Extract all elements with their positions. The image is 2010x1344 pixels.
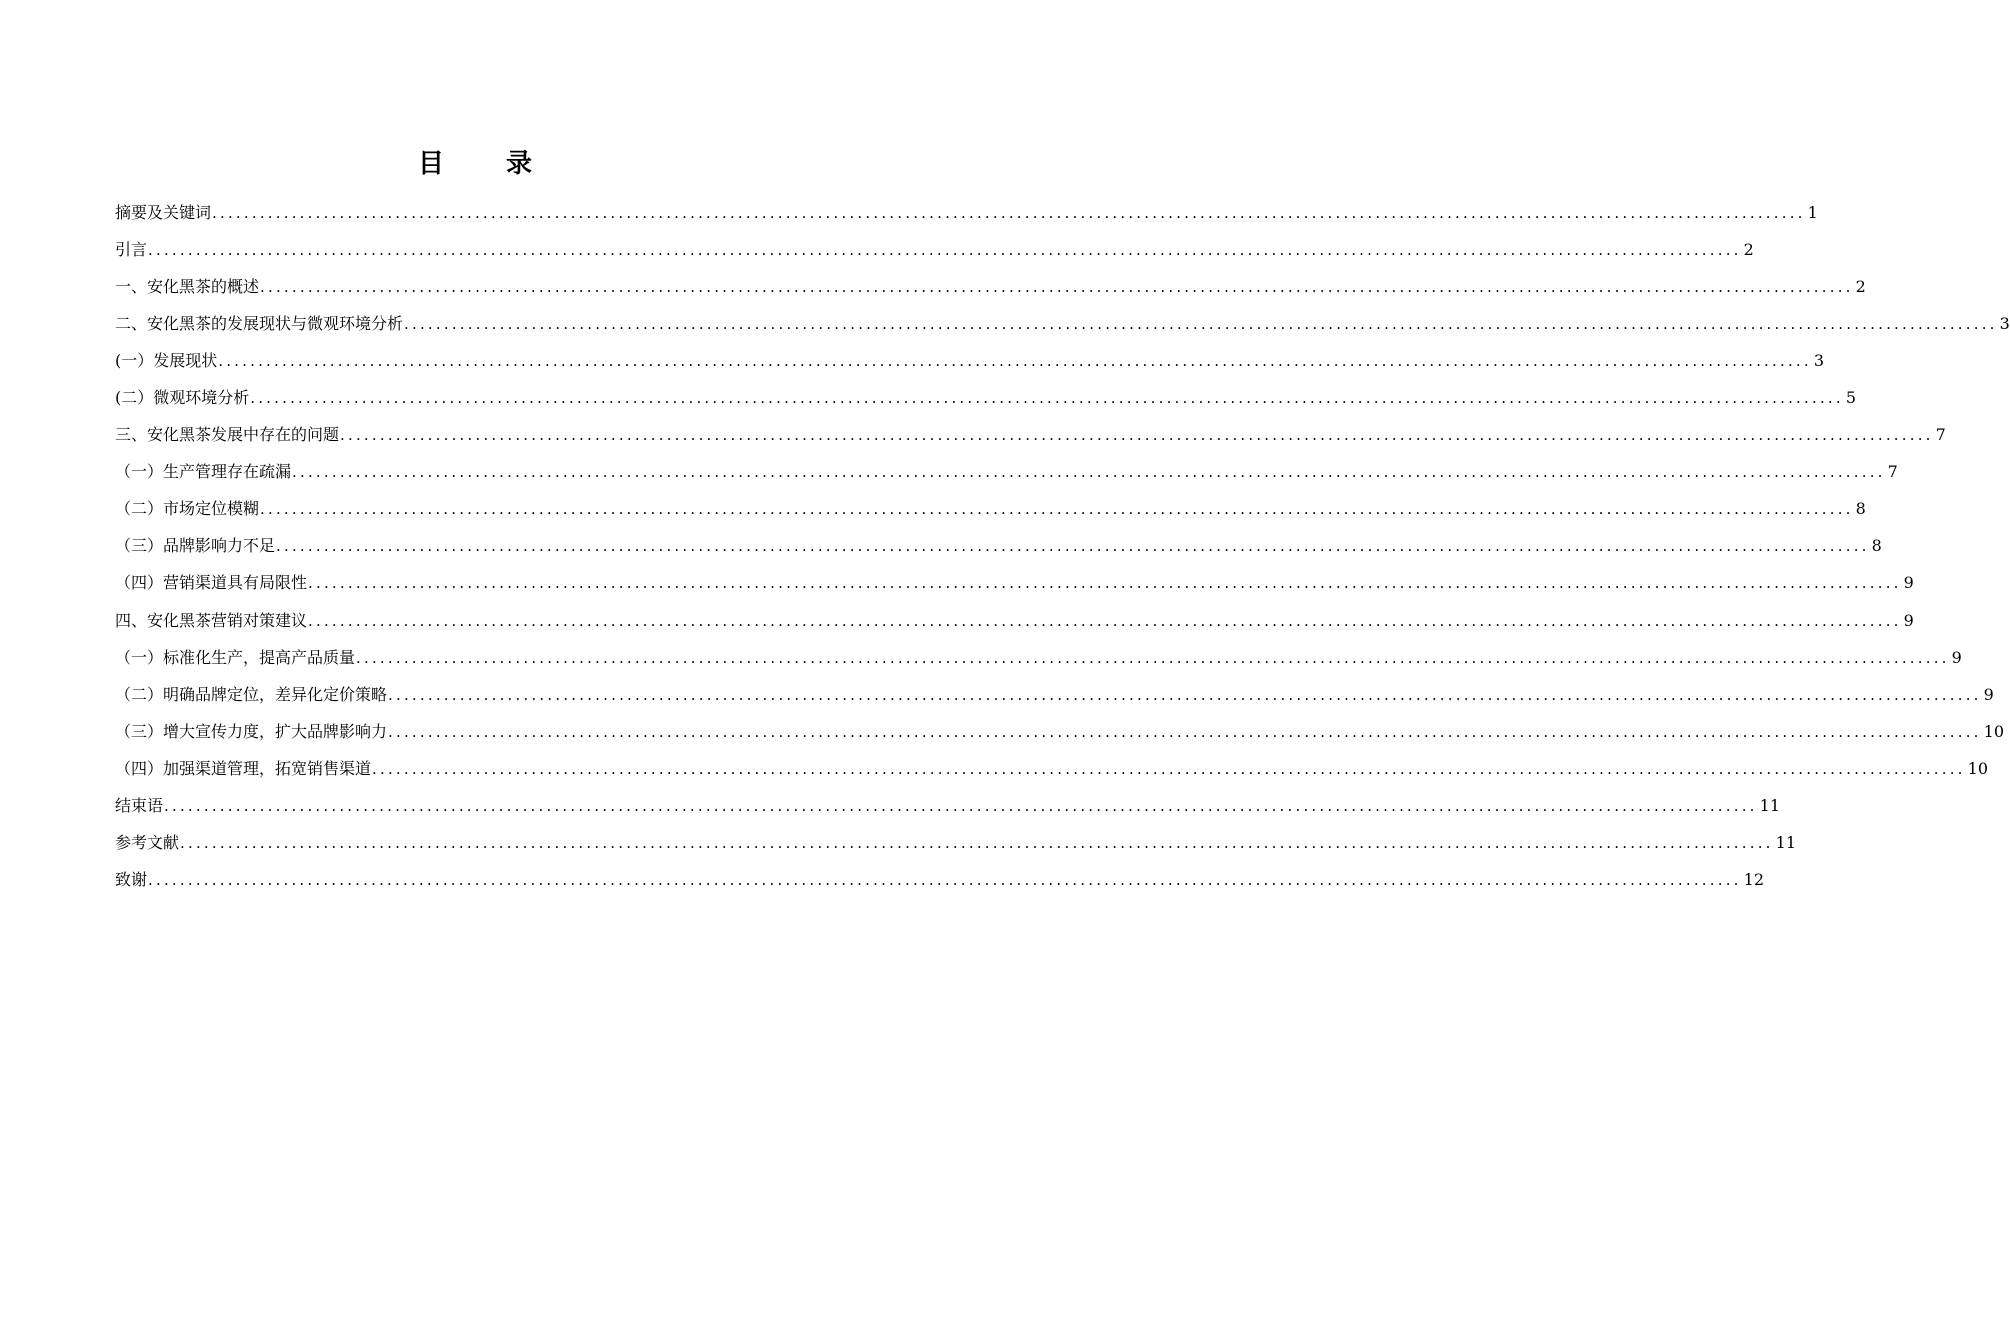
toc-entry-label: 结束语 [115, 795, 164, 815]
toc-entry-page-number: 10 [1967, 758, 1988, 778]
toc-entry[interactable] [115, 606, 1914, 643]
toc-leader-dots: ........................................................................................................................................................................................................ [180, 833, 1774, 852]
toc-leader-dots: ........................................................................................................................................................................................................ [148, 870, 1742, 889]
title-char-2: 录 [506, 149, 533, 179]
toc-leader-dots: ........................................................................................................................................................................................................ [308, 611, 1902, 630]
toc-entry-label: （四）营销渠道具有局限性 [115, 573, 308, 593]
toc-leader-dots: ........................................................................................................................................................................................................ [388, 722, 1982, 741]
toc-entry[interactable] [115, 198, 1818, 235]
toc-leader-dots: ........................................................................................................................................................................................................ [250, 389, 1844, 408]
toc-entry[interactable] [115, 568, 1914, 605]
toc-leader-dots: ........................................................................................................................................................................................................ [164, 796, 1758, 815]
toc-entry-page-number: 11 [1759, 795, 1780, 815]
toc-entry[interactable] [115, 531, 1882, 568]
toc-entry[interactable] [115, 457, 1898, 494]
toc-entry[interactable] [115, 791, 1780, 828]
toc-leader-dots: ........................................................................................................................................................................................................ [388, 685, 1982, 704]
toc-leader-dots: ........................................................................................................................................................................................................ [260, 278, 1854, 297]
toc-entry-label: （三）品牌影响力不足 [115, 536, 276, 556]
toc-entry[interactable] [115, 346, 1825, 383]
toc-entry[interactable] [115, 828, 1796, 865]
toc-entry-label: （四）加强渠道管理，拓宽销售渠道 [115, 758, 372, 778]
toc-entry-label: 致谢 [115, 869, 148, 889]
toc-entry[interactable] [115, 754, 1988, 791]
toc-entry-label: （一）标准化生产，提高产品质量 [115, 647, 356, 667]
toc-entry-page-number: 7 [1887, 462, 1898, 482]
toc-entry-page-number: 1 [1807, 203, 1818, 222]
toc-entry-page-number: 9 [1951, 647, 1962, 667]
toc-entry[interactable] [115, 383, 1857, 420]
toc-entry-page-number: 2 [1743, 240, 1754, 260]
toc-entry-page-number: 9 [1983, 684, 1994, 704]
toc-entry[interactable] [115, 494, 1866, 531]
toc-entry[interactable] [115, 420, 1946, 457]
toc-entry-page-number: 9 [1903, 573, 1914, 593]
toc-entry-label: （二）市场定位模糊 [115, 499, 260, 519]
toc-entry-page-number: 3 [1813, 351, 1825, 371]
toc-entry-label: （三）增大宣传力度，扩大品牌影响力 [115, 721, 388, 741]
toc-leader-dots: ........................................................................................................................................................................................................ [356, 648, 1950, 667]
toc-entry[interactable] [115, 865, 1764, 902]
toc-entry[interactable] [115, 717, 2004, 754]
toc-entry-page-number: 11 [1775, 832, 1796, 852]
toc-leader-dots: ........................................................................................................................................................................................................ [308, 574, 1902, 593]
toc-entry-label: 二、安化黑茶的发展现状与微观环境分析 [115, 314, 404, 334]
toc-entry-page-number: 10 [1983, 721, 2004, 741]
toc-entry-label: （二）明确品牌定位，差异化定价策略 [115, 684, 388, 704]
toc-entry-label: （一）生产管理存在疏漏 [115, 462, 292, 482]
toc-leader-dots: ........................................................................................................................................................................................................ [212, 204, 1806, 222]
toc-entry[interactable] [115, 643, 1962, 680]
toc-entry-label: 参考文献 [115, 832, 180, 852]
toc-leader-dots: ........................................................................................................................................................................................................ [372, 759, 1966, 778]
toc-leader-dots: ........................................................................................................................................................................................................ [340, 426, 1934, 445]
toc-leader-dots: ........................................................................................................................................................................................................ [260, 500, 1854, 519]
toc-entry[interactable] [115, 272, 1866, 309]
toc-entry-page-number: 3 [1999, 314, 2010, 334]
toc-entry-page-number: 5 [1845, 388, 1857, 408]
toc-leader-dots: ........................................................................................................................................................................................................ [276, 537, 1870, 556]
toc-entry-label: 四、安化黑茶营销对策建议 [115, 610, 308, 630]
toc-entry-label: 引言 [115, 240, 148, 260]
title-char-1: 目 [417, 149, 444, 179]
toc-entry[interactable] [115, 309, 2010, 346]
toc-entry-page-number: 2 [1855, 277, 1866, 297]
toc-entry-label: 一、安化黑茶的概述 [115, 277, 260, 297]
page-title [0, 146, 950, 182]
toc-entry-page-number: 9 [1903, 610, 1914, 630]
toc-entry[interactable] [115, 235, 1754, 272]
toc-entry[interactable] [115, 680, 1994, 717]
toc-leader-dots: ........................................................................................................................................................................................................ [404, 315, 1998, 334]
toc-leader-dots: ........................................................................................................................................................................................................ [148, 241, 1742, 260]
toc-entry-page-number: 8 [1871, 536, 1882, 556]
toc-entry-label: (一）发展现状 [115, 351, 218, 371]
toc-entry-label: (二）微观环境分析 [115, 388, 250, 408]
toc-entry-page-number: 8 [1855, 499, 1866, 519]
table-of-contents [115, 198, 2010, 902]
toc-entry-label: 三、安化黑茶发展中存在的问题 [115, 425, 340, 445]
toc-leader-dots: ........................................................................................................................................................................................................ [292, 463, 1886, 482]
toc-entry-page-number: 12 [1743, 869, 1764, 889]
toc-entry-page-number: 7 [1935, 425, 1946, 445]
toc-entry-label: 摘要及关键词 [115, 203, 212, 222]
toc-leader-dots: ........................................................................................................................................................................................................ [218, 352, 1812, 371]
